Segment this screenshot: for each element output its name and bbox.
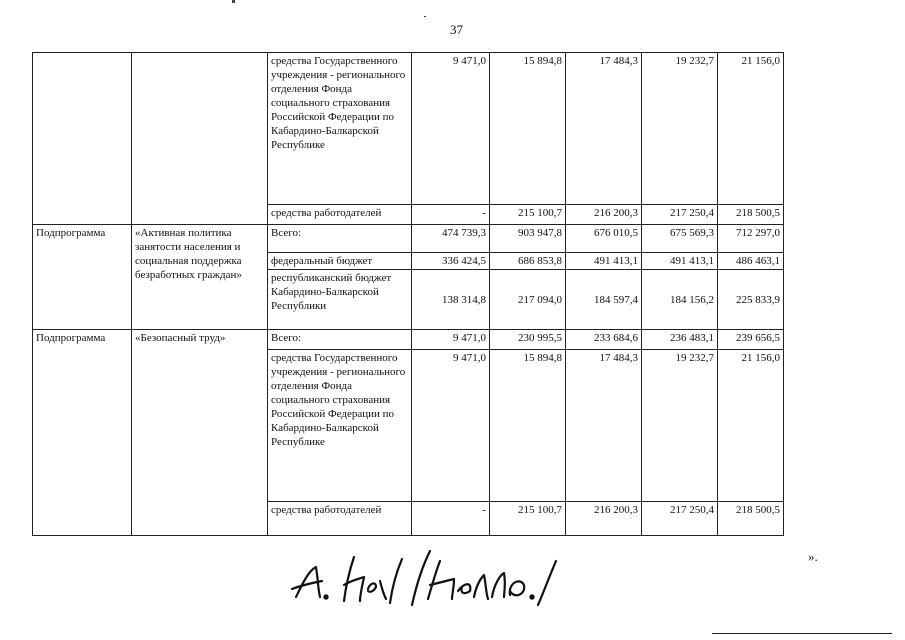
value-cell: 491 413,1 bbox=[642, 253, 718, 270]
program-cell: Подпрограмма bbox=[33, 225, 132, 330]
value-cell: 21 156,0 bbox=[718, 53, 784, 205]
scan-mark bbox=[424, 16, 426, 17]
value-cell: 21 156,0 bbox=[718, 350, 784, 502]
value-cell: 712 297,0 bbox=[718, 225, 784, 253]
value-cell: 9 471,0 bbox=[412, 53, 490, 205]
source-cell: средства Государственного учреждения - регионального отделения Фонда социального страхования Российской Федерации по Кабардино-Балкарской Республике bbox=[268, 53, 412, 205]
value-cell: 230 995,5 bbox=[490, 330, 566, 350]
value-cell: 217 250,4 bbox=[642, 205, 718, 225]
subprogram-name-cell: «Безопасный труд» bbox=[132, 330, 268, 536]
value-cell: 216 200,3 bbox=[566, 205, 642, 225]
source-cell: средства работодателей bbox=[268, 502, 412, 536]
value-cell: 236 483,1 bbox=[642, 330, 718, 350]
value-cell: 239 656,5 bbox=[718, 330, 784, 350]
value-cell: 9 471,0 bbox=[412, 350, 490, 502]
value-cell: 138 314,8 bbox=[412, 270, 490, 330]
footer-rule bbox=[712, 633, 892, 634]
source-cell: республиканский бюджет Кабардино-Балкарской Республики bbox=[268, 270, 412, 330]
subprogram-name-cell: «Активная политика занятости населения и социальная поддержка безработных граждан» bbox=[132, 225, 268, 330]
value-cell: 675 569,3 bbox=[642, 225, 718, 253]
value-cell: 217 250,4 bbox=[642, 502, 718, 536]
value-cell: 491 413,1 bbox=[566, 253, 642, 270]
closing-quote: ». bbox=[808, 549, 818, 564]
value-cell: 19 232,7 bbox=[642, 350, 718, 502]
value-cell: 216 200,3 bbox=[566, 502, 642, 536]
program-cell bbox=[33, 53, 132, 225]
table-row bbox=[33, 53, 784, 205]
value-cell: 336 424,5 bbox=[412, 253, 490, 270]
value-cell: 233 684,6 bbox=[566, 330, 642, 350]
value-cell: 17 484,3 bbox=[566, 350, 642, 502]
value-cell: 676 010,5 bbox=[566, 225, 642, 253]
page-number: 37 bbox=[450, 22, 463, 37]
subprogram-name-cell bbox=[132, 53, 268, 225]
value-cell: 19 232,7 bbox=[642, 53, 718, 205]
source-cell: Всего: bbox=[268, 225, 412, 253]
signature-image bbox=[288, 545, 568, 620]
value-cell: 225 833,9 bbox=[718, 270, 784, 330]
scan-mark bbox=[232, 0, 235, 3]
table-row bbox=[33, 330, 784, 350]
value-cell: 903 947,8 bbox=[490, 225, 566, 253]
value-cell: - bbox=[412, 502, 490, 536]
value-cell: 9 471,0 bbox=[412, 330, 490, 350]
value-cell: 215 100,7 bbox=[490, 502, 566, 536]
source-cell: средства работодателей bbox=[268, 205, 412, 225]
value-cell: 218 500,5 bbox=[718, 205, 784, 225]
value-cell: 218 500,5 bbox=[718, 502, 784, 536]
value-cell: 15 894,8 bbox=[490, 53, 566, 205]
value-cell: 184 597,4 bbox=[566, 270, 642, 330]
value-cell: 17 484,3 bbox=[566, 53, 642, 205]
value-cell: 184 156,2 bbox=[642, 270, 718, 330]
value-cell: - bbox=[412, 205, 490, 225]
program-cell: Подпрограмма bbox=[33, 330, 132, 536]
value-cell: 215 100,7 bbox=[490, 205, 566, 225]
table-row bbox=[33, 225, 784, 253]
handwritten-signature bbox=[288, 545, 568, 615]
source-cell: федеральный бюджет bbox=[268, 253, 412, 270]
source-cell: Всего: bbox=[268, 330, 412, 350]
value-cell: 486 463,1 bbox=[718, 253, 784, 270]
budget-table bbox=[32, 52, 784, 536]
value-cell: 474 739,3 bbox=[412, 225, 490, 253]
value-cell: 217 094,0 bbox=[490, 270, 566, 330]
source-cell: средства Государственного учреждения - регионального отделения Фонда социального страхования Российской Федерации по Кабардино-Балкарской Республике bbox=[268, 350, 412, 502]
value-cell: 686 853,8 bbox=[490, 253, 566, 270]
value-cell: 15 894,8 bbox=[490, 350, 566, 502]
